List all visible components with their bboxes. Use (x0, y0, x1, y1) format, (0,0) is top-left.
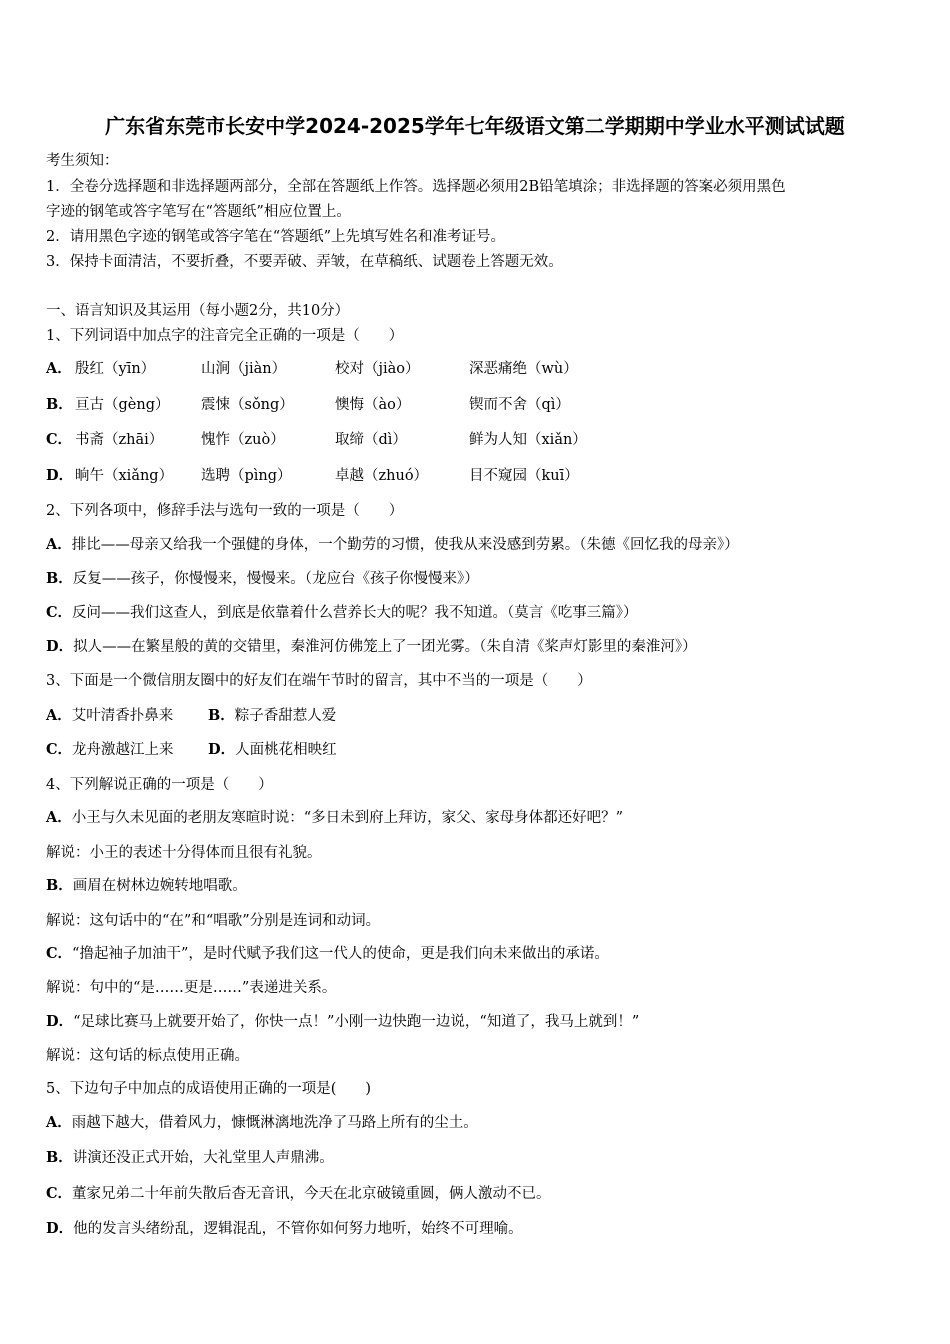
option-text: 反问——我们这查人，到底是依靠着什么营养长大的呢？我不知道。（莫言《吃事三篇》） (72, 605, 638, 621)
q1-item: 书斋（zhāi） (75, 432, 164, 448)
option-text: 雨越下越大，借着风力，慷慨淋漓地洗净了马路上所有的尘土。 (71, 1115, 478, 1131)
option-text: “足球比赛马上就要开始了，你快一点！”小刚一边快跑一边说，“知道了，我马上就到！” (73, 1014, 640, 1030)
notice-item-1a: 1．全卷分选择题和非选择题两部分，全部在答题纸上作答。选择题必须用2B铅笔填涂；非选择题的答案必须用黑色 (46, 179, 786, 195)
q1-item: 鲜为人知（xiǎn） (469, 432, 587, 448)
option-text: 粽子香甜惹人爱 (234, 708, 337, 724)
notice-item-1b: 字迹的钢笔或答字笔写在“答题纸”相应位置上。 (46, 204, 351, 220)
q3-option-c (46, 740, 174, 760)
q1-row-label: A． (46, 360, 72, 377)
option-label: C． (46, 741, 73, 758)
option-label: B． (208, 707, 235, 724)
q4-explanation-d: 解说：这句话的标点使用正确。 (46, 1048, 249, 1064)
option-text: 人面桃花相映红 (235, 742, 337, 758)
q5-option-a (46, 1113, 478, 1133)
section-heading: 一、语言知识及其运用（每小题2分，共10分） (46, 303, 350, 319)
option-text: 画眉在树林边婉转地唱歌。 (72, 878, 247, 894)
q1-item: 取缔（dì） (335, 432, 407, 448)
q3-stem: 3、下面是一个微信朋友圈中的好友们在端午节时的留言，其中不当的一项是（ ） (46, 673, 592, 689)
q5-option-d (46, 1219, 523, 1239)
option-text: 小王与久未见面的老朋友寒暄时说：“多日未到府上拜访，家父、家母身体都还好吧？” (71, 810, 624, 826)
option-label: A． (46, 536, 72, 553)
q3-option-b (208, 706, 336, 726)
q1-item: 震悚（sǒng） (201, 397, 294, 413)
option-label: B． (46, 1149, 73, 1166)
option-label: D． (46, 1220, 74, 1237)
q2-option-b (46, 569, 479, 589)
option-label: A． (46, 809, 72, 826)
q1-item: 目不窥园（kuī） (469, 468, 579, 484)
q1-item: 锲而不舍（qì） (469, 397, 570, 413)
q3-option-d (208, 740, 337, 760)
option-label: D． (46, 1013, 74, 1030)
q4-explanation-b: 解说：这句话中的“在”和“唱歌”分别是连词和动词。 (46, 913, 381, 929)
q5-option-b (46, 1148, 334, 1168)
q2-option-c (46, 603, 638, 623)
q1-item: 懊悔（ào） (335, 397, 411, 413)
q4-option-c (46, 944, 609, 964)
option-label: C． (46, 1185, 73, 1202)
option-text: 艾叶清香扑鼻来 (71, 708, 174, 724)
notice-item-2: 2．请用黑色字迹的钢笔或答字笔在“答题纸”上先填写姓名和准考证号。 (46, 229, 506, 245)
page-title: 广东省东莞市长安中学2024-2025学年七年级语文第二学期期中学业水平测试试题 (105, 114, 845, 138)
option-text: “撸起袖子加油干”，是时代赋予我们这一代人的使命，更是我们向未来做出的承诺。 (72, 946, 609, 962)
q2-option-d (46, 637, 697, 657)
option-text: 他的发言头绪纷乱，逻辑混乱，不管你如何努力地听，始终不可理喻。 (73, 1221, 523, 1237)
q5-stem: 5、下边句子中加点的成语使用正确的一项是( ) (46, 1081, 372, 1097)
option-text: 董家兄弟二十年前失散后杳无音讯，今天在北京破镜重圆，俩人激动不已。 (72, 1186, 551, 1202)
q1-row-label: D． (46, 467, 74, 484)
q1-item: 晌午（xiǎng） (75, 468, 174, 484)
q1-item: 山涧（jiàn） (201, 361, 287, 377)
option-label: A． (46, 707, 72, 724)
q4-option-b (46, 876, 247, 896)
option-label: D． (46, 638, 74, 655)
option-text: 讲演还没正式开始，大礼堂里人声鼎沸。 (72, 1150, 334, 1166)
q5-option-c (46, 1184, 551, 1204)
q1-stem: 1、下列词语中加点字的注音完全正确的一项是（ ） (46, 328, 404, 344)
option-label: C． (46, 604, 73, 621)
q1-item: 校对（jiào） (335, 361, 420, 377)
option-label: A． (46, 1114, 72, 1131)
option-label: B． (46, 877, 73, 894)
option-label: C． (46, 945, 73, 962)
q1-item: 愧怍（zuò） (201, 432, 285, 448)
q4-explanation-a: 解说：小王的表述十分得体而且很有礼貌。 (46, 845, 322, 861)
q1-item: 殷红（yīn） (75, 361, 156, 377)
q4-option-a (46, 808, 623, 828)
q1-item: 深恶痛绝（wù） (469, 361, 578, 377)
option-label: D． (208, 741, 236, 758)
q2-stem: 2、下列各项中，修辞手法与选句一致的一项是（ ） (46, 503, 404, 519)
q2-option-a (46, 535, 739, 555)
q4-option-d (46, 1012, 639, 1032)
option-text: 拟人——在繁星般的黄的交错里，秦淮河仿佛笼上了一团光雾。（朱自清《桨声灯影里的秦淮河》） (73, 639, 697, 655)
q1-item: 卓越（zhuó） (335, 468, 429, 484)
option-text: 反复——孩子，你慢慢来，慢慢来。（龙应台《孩子你慢慢来》） (72, 571, 479, 587)
q1-row-label: C． (46, 431, 73, 448)
q4-explanation-c: 解说：句中的“是……更是……”表递进关系。 (46, 980, 337, 996)
option-text: 排比——母亲又给我一个强健的身体，一个勤劳的习惯，使我从来没感到劳累。（朱德《回忆我的母亲》） (71, 537, 739, 553)
q1-item: 亘古（gèng） (75, 397, 170, 413)
q4-stem: 4、下列解说正确的一项是（ ） (46, 777, 273, 793)
q1-row-label: B． (46, 396, 73, 413)
option-text: 龙舟激越江上来 (72, 742, 174, 758)
notice-heading: 考生须知： (46, 153, 119, 169)
q3-option-a (46, 706, 173, 726)
q1-item: 选聘（pìng） (201, 468, 292, 484)
option-label: B． (46, 570, 73, 587)
notice-item-3: 3．保持卡面清洁，不要折叠，不要弄破、弄皱，在草稿纸、试题卷上答题无效。 (46, 254, 563, 270)
